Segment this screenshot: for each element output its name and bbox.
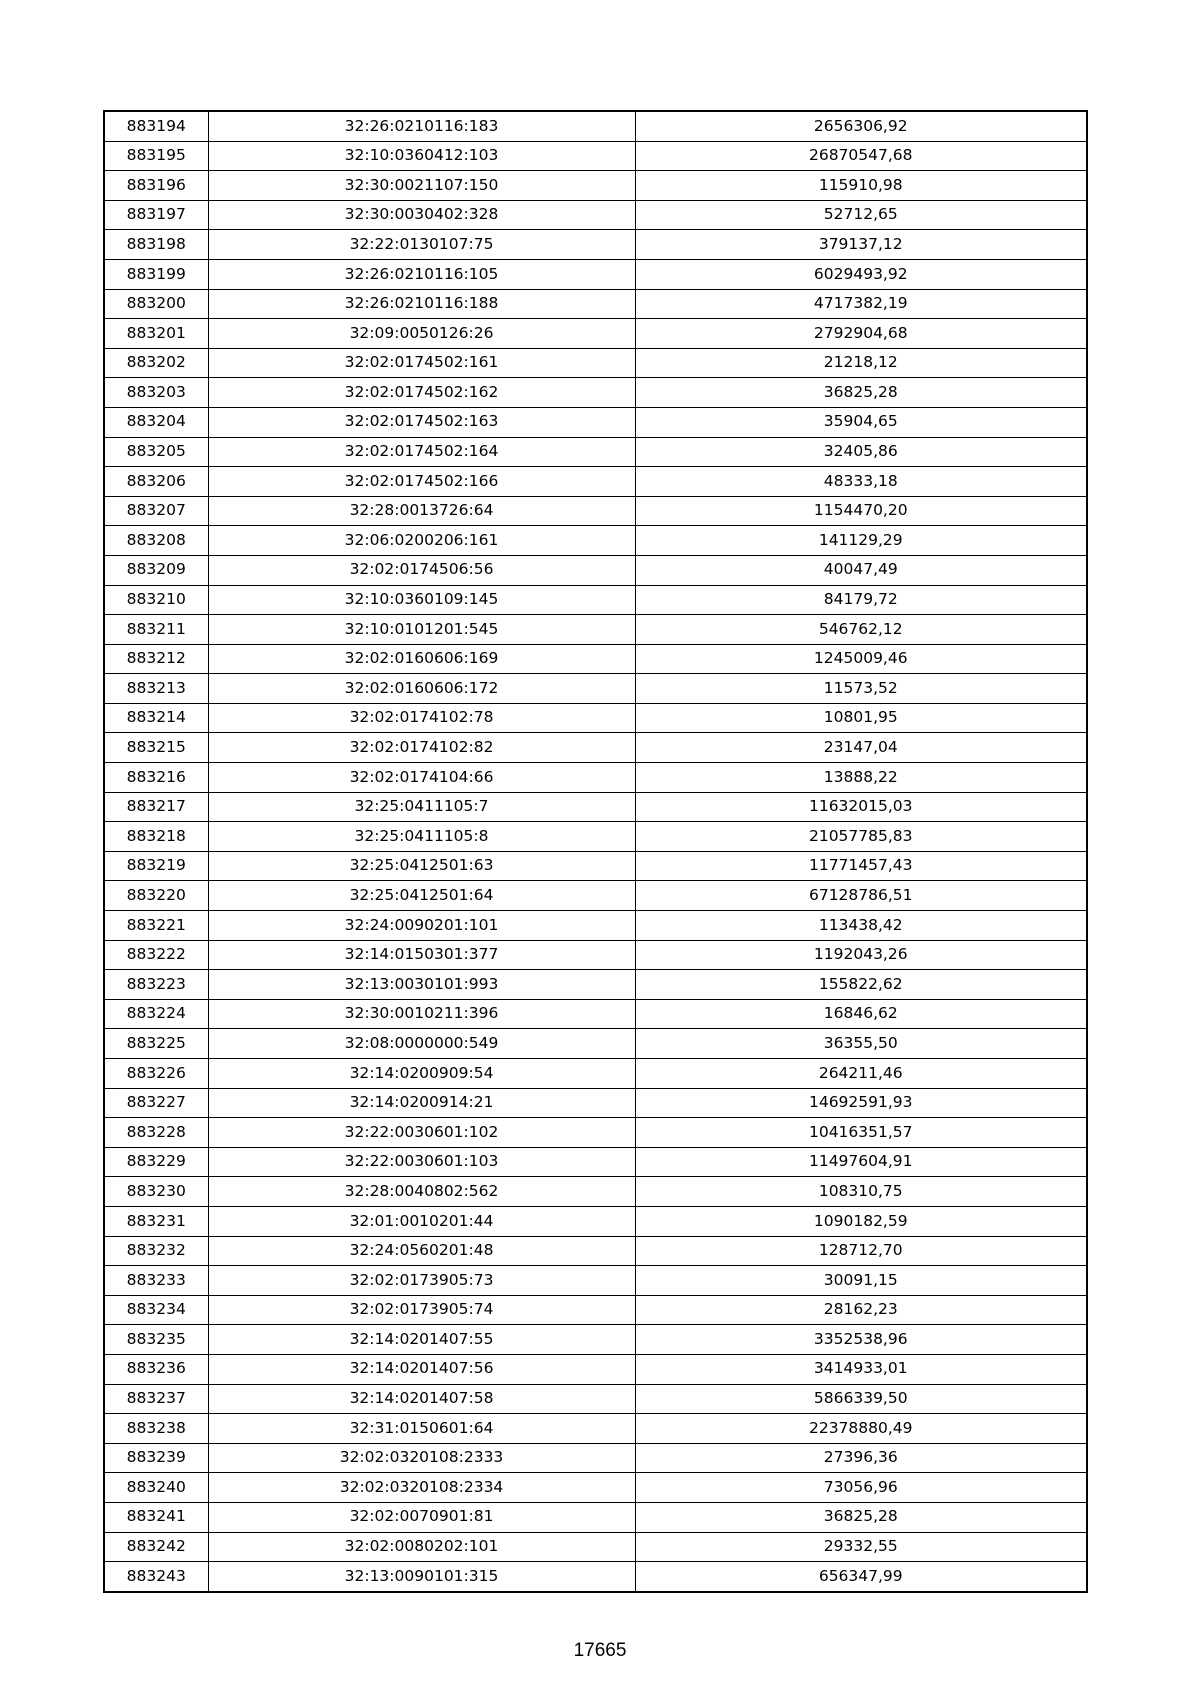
table-row [104,230,1087,260]
cadastral-number-cell: 32:02:0070901:81 [208,1502,635,1532]
cadastral-number-cell: 32:14:0201407:55 [208,1325,635,1355]
value-cell: 1090182,59 [635,1206,1087,1236]
cadastral-number-cell: 32:02:0174102:78 [208,703,635,733]
table-row [104,319,1087,349]
cadastral-number-cell: 32:09:0050126:26 [208,319,635,349]
cadastral-number-cell: 32:25:0412501:63 [208,851,635,881]
value-cell: 36355,50 [635,1029,1087,1059]
row-id-cell: 883202 [104,348,208,378]
row-id-cell: 883236 [104,1354,208,1384]
row-id-cell: 883237 [104,1384,208,1414]
cadastral-number-cell: 32:26:0210116:188 [208,289,635,319]
row-id-cell: 883205 [104,437,208,467]
value-cell: 6029493,92 [635,259,1087,289]
cadastral-number-cell: 32:22:0030601:102 [208,1118,635,1148]
table-row [104,526,1087,556]
value-cell: 30091,15 [635,1266,1087,1296]
value-cell: 36825,28 [635,378,1087,408]
value-cell: 16846,62 [635,999,1087,1029]
value-cell: 113438,42 [635,911,1087,941]
cadastral-number-cell: 32:02:0174502:161 [208,348,635,378]
row-id-cell: 883211 [104,615,208,645]
cadastral-number-cell: 32:26:0210116:105 [208,259,635,289]
table-row [104,467,1087,497]
cadastral-number-cell: 32:24:0090201:101 [208,911,635,941]
value-cell: 84179,72 [635,585,1087,615]
row-id-cell: 883221 [104,911,208,941]
table-row [104,1059,1087,1089]
cadastral-number-cell: 32:02:0174102:82 [208,733,635,763]
table-row [104,1147,1087,1177]
page-number: 17665 [573,1640,627,1661]
value-cell: 115910,98 [635,171,1087,201]
row-id-cell: 883229 [104,1147,208,1177]
cadastral-number-cell: 32:30:0030402:328 [208,200,635,230]
value-cell: 264211,46 [635,1059,1087,1089]
value-cell: 1192043,26 [635,940,1087,970]
row-id-cell: 883204 [104,407,208,437]
value-cell: 26870547,68 [635,141,1087,171]
table-row [104,970,1087,1000]
value-cell: 73056,96 [635,1473,1087,1503]
row-id-cell: 883209 [104,555,208,585]
table-row [104,1562,1087,1592]
row-id-cell: 883201 [104,319,208,349]
row-id-cell: 883240 [104,1473,208,1503]
row-id-cell: 883212 [104,644,208,674]
value-cell: 11771457,43 [635,851,1087,881]
row-id-cell: 883242 [104,1532,208,1562]
row-id-cell: 883238 [104,1414,208,1444]
cadastral-number-cell: 32:02:0174104:66 [208,763,635,793]
value-cell: 3414933,01 [635,1354,1087,1384]
cadastral-number-cell: 32:30:0021107:150 [208,171,635,201]
row-id-cell: 883207 [104,496,208,526]
table-row [104,733,1087,763]
value-cell: 10416351,57 [635,1118,1087,1148]
row-id-cell: 883225 [104,1029,208,1059]
row-id-cell: 883220 [104,881,208,911]
table-row [104,1354,1087,1384]
table-row [104,171,1087,201]
value-cell: 21057785,83 [635,822,1087,852]
value-cell: 108310,75 [635,1177,1087,1207]
table-row [104,1266,1087,1296]
cadastral-number-cell: 32:14:0201407:58 [208,1384,635,1414]
cadastral-number-cell: 32:02:0080202:101 [208,1532,635,1562]
row-id-cell: 883234 [104,1295,208,1325]
cadastral-number-cell: 32:24:0560201:48 [208,1236,635,1266]
table-row [104,1443,1087,1473]
cadastral-number-cell: 32:14:0200909:54 [208,1059,635,1089]
value-cell: 48333,18 [635,467,1087,497]
cadastral-number-cell: 32:02:0173905:74 [208,1295,635,1325]
table-row [104,940,1087,970]
cadastral-number-cell: 32:06:0200206:161 [208,526,635,556]
row-id-cell: 883195 [104,141,208,171]
row-id-cell: 883197 [104,200,208,230]
value-cell: 28162,23 [635,1295,1087,1325]
table-row [104,1118,1087,1148]
value-cell: 67128786,51 [635,881,1087,911]
value-cell: 40047,49 [635,555,1087,585]
value-cell: 13888,22 [635,763,1087,793]
cadastral-number-cell: 32:25:0411105:8 [208,822,635,852]
table-row [104,111,1087,141]
value-cell: 2792904,68 [635,319,1087,349]
data-table [103,110,1088,1593]
row-id-cell: 883230 [104,1177,208,1207]
value-cell: 656347,99 [635,1562,1087,1592]
row-id-cell: 883227 [104,1088,208,1118]
cadastral-number-cell: 32:02:0320108:2334 [208,1473,635,1503]
value-cell: 21218,12 [635,348,1087,378]
cadastral-number-cell: 32:26:0210116:183 [208,111,635,141]
row-id-cell: 883215 [104,733,208,763]
cadastral-number-cell: 32:02:0174502:166 [208,467,635,497]
table-row [104,141,1087,171]
value-cell: 1245009,46 [635,644,1087,674]
cadastral-number-cell: 32:10:0360412:103 [208,141,635,171]
table-row [104,496,1087,526]
cadastral-number-cell: 32:08:0000000:549 [208,1029,635,1059]
table-row [104,1384,1087,1414]
cadastral-number-cell: 32:10:0101201:545 [208,615,635,645]
cadastral-number-cell: 32:13:0090101:315 [208,1562,635,1592]
cadastral-number-cell: 32:13:0030101:993 [208,970,635,1000]
cadastral-number-cell: 32:25:0411105:7 [208,792,635,822]
table-row [104,763,1087,793]
row-id-cell: 883203 [104,378,208,408]
value-cell: 52712,65 [635,200,1087,230]
row-id-cell: 883218 [104,822,208,852]
table-row [104,674,1087,704]
table-row [104,1532,1087,1562]
table-row [104,1088,1087,1118]
value-cell: 27396,36 [635,1443,1087,1473]
cadastral-number-cell: 32:28:0040802:562 [208,1177,635,1207]
table-row [104,1236,1087,1266]
value-cell: 11497604,91 [635,1147,1087,1177]
row-id-cell: 883208 [104,526,208,556]
table-row [104,999,1087,1029]
table-row [104,822,1087,852]
value-cell: 14692591,93 [635,1088,1087,1118]
table-body [104,111,1087,1592]
row-id-cell: 883200 [104,289,208,319]
table-row [104,585,1087,615]
table-row [104,1325,1087,1355]
table-row [104,644,1087,674]
cadastral-number-cell: 32:22:0030601:103 [208,1147,635,1177]
value-cell: 29332,55 [635,1532,1087,1562]
table-row [104,1206,1087,1236]
row-id-cell: 883198 [104,230,208,260]
value-cell: 23147,04 [635,733,1087,763]
row-id-cell: 883213 [104,674,208,704]
value-cell: 35904,65 [635,407,1087,437]
row-id-cell: 883199 [104,259,208,289]
row-id-cell: 883231 [104,1206,208,1236]
value-cell: 546762,12 [635,615,1087,645]
table-row [104,615,1087,645]
row-id-cell: 883224 [104,999,208,1029]
cadastral-number-cell: 32:22:0130107:75 [208,230,635,260]
table-row [104,200,1087,230]
table-row [104,348,1087,378]
value-cell: 36825,28 [635,1502,1087,1532]
row-id-cell: 883232 [104,1236,208,1266]
row-id-cell: 883223 [104,970,208,1000]
value-cell: 1154470,20 [635,496,1087,526]
cadastral-number-cell: 32:02:0160606:169 [208,644,635,674]
cadastral-number-cell: 32:01:0010201:44 [208,1206,635,1236]
table-row [104,259,1087,289]
value-cell: 11632015,03 [635,792,1087,822]
table-row [104,378,1087,408]
cadastral-number-cell: 32:10:0360109:145 [208,585,635,615]
row-id-cell: 883210 [104,585,208,615]
cadastral-number-cell: 32:28:0013726:64 [208,496,635,526]
table-row [104,851,1087,881]
table-row [104,407,1087,437]
cadastral-number-cell: 32:02:0160606:172 [208,674,635,704]
row-id-cell: 883241 [104,1502,208,1532]
table-row [104,555,1087,585]
row-id-cell: 883219 [104,851,208,881]
cadastral-number-cell: 32:02:0174502:162 [208,378,635,408]
value-cell: 3352538,96 [635,1325,1087,1355]
cadastral-number-cell: 32:02:0174502:164 [208,437,635,467]
cadastral-number-cell: 32:14:0150301:377 [208,940,635,970]
cadastral-number-cell: 32:02:0174506:56 [208,555,635,585]
cadastral-number-cell: 32:02:0174502:163 [208,407,635,437]
value-cell: 155822,62 [635,970,1087,1000]
row-id-cell: 883228 [104,1118,208,1148]
row-id-cell: 883206 [104,467,208,497]
value-cell: 10801,95 [635,703,1087,733]
table-row [104,1177,1087,1207]
value-cell: 4717382,19 [635,289,1087,319]
table-row [104,289,1087,319]
table-row [104,1414,1087,1444]
cadastral-number-cell: 32:02:0173905:73 [208,1266,635,1296]
row-id-cell: 883226 [104,1059,208,1089]
table-row [104,437,1087,467]
value-cell: 141129,29 [635,526,1087,556]
table-row [104,1029,1087,1059]
value-cell: 22378880,49 [635,1414,1087,1444]
value-cell: 5866339,50 [635,1384,1087,1414]
value-cell: 11573,52 [635,674,1087,704]
value-cell: 379137,12 [635,230,1087,260]
table-row [104,703,1087,733]
row-id-cell: 883196 [104,171,208,201]
cadastral-number-cell: 32:14:0201407:56 [208,1354,635,1384]
value-cell: 2656306,92 [635,111,1087,141]
row-id-cell: 883214 [104,703,208,733]
cadastral-number-cell: 32:02:0320108:2333 [208,1443,635,1473]
row-id-cell: 883222 [104,940,208,970]
table-row [104,1502,1087,1532]
cadastral-number-cell: 32:14:0200914:21 [208,1088,635,1118]
row-id-cell: 883217 [104,792,208,822]
cadastral-number-cell: 32:25:0412501:64 [208,881,635,911]
cadastral-number-cell: 32:30:0010211:396 [208,999,635,1029]
row-id-cell: 883194 [104,111,208,141]
row-id-cell: 883239 [104,1443,208,1473]
value-cell: 32405,86 [635,437,1087,467]
row-id-cell: 883235 [104,1325,208,1355]
table-row [104,1295,1087,1325]
cadastral-number-cell: 32:31:0150601:64 [208,1414,635,1444]
row-id-cell: 883233 [104,1266,208,1296]
table-row [104,792,1087,822]
table-row [104,911,1087,941]
table-row [104,881,1087,911]
value-cell: 128712,70 [635,1236,1087,1266]
table-row [104,1473,1087,1503]
row-id-cell: 883243 [104,1562,208,1592]
row-id-cell: 883216 [104,763,208,793]
